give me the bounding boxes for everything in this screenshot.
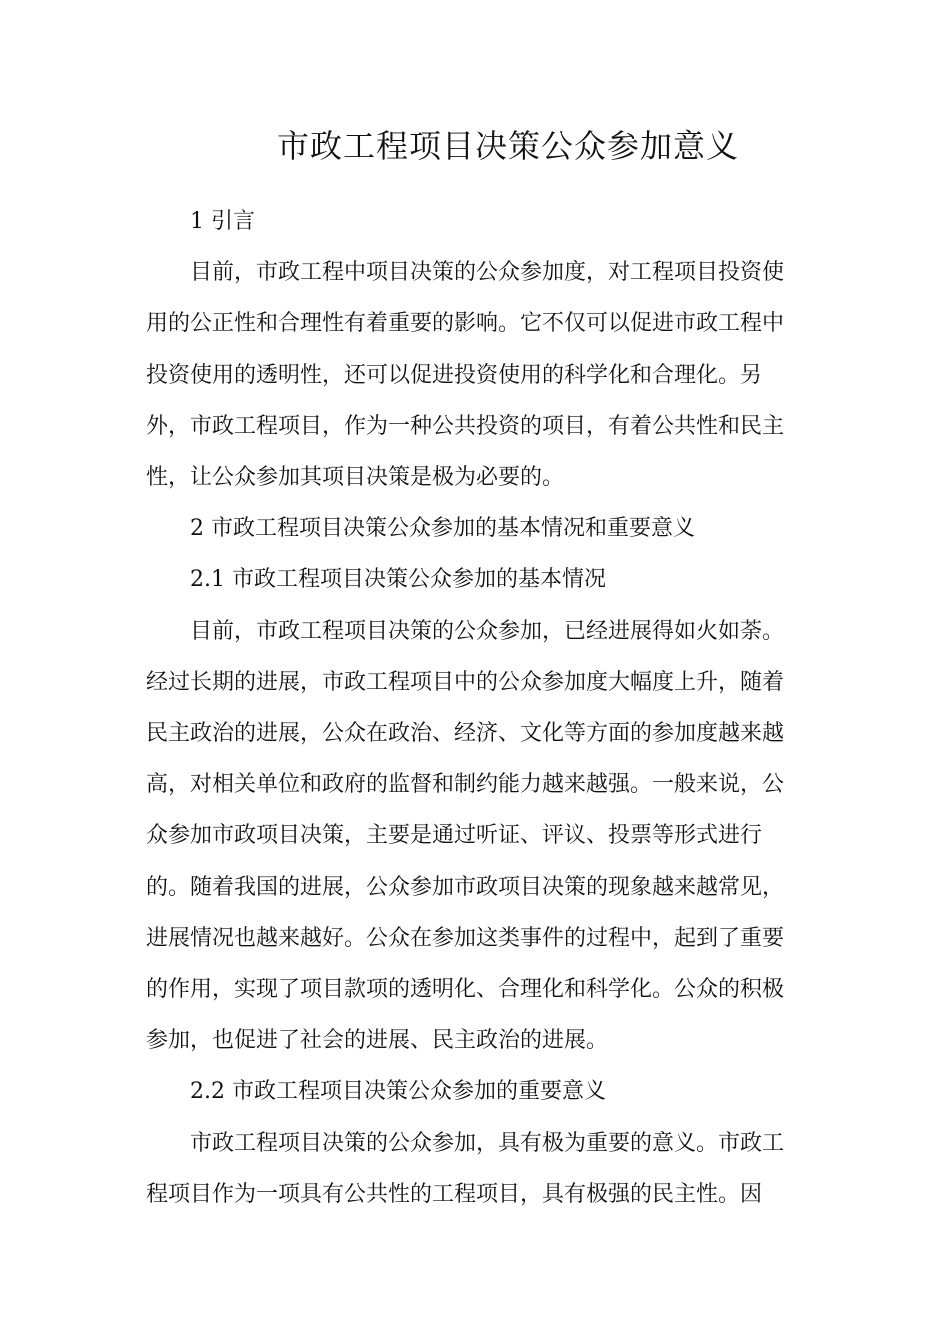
paragraph-line: 经过长期的进展，市政工程项目中的公众参加度大幅度上升，随着 bbox=[146, 669, 785, 695]
paragraph-line: 众参加市政项目决策，主要是通过听证、评议、投票等形式进行 bbox=[146, 823, 763, 849]
paragraph-line: 目前，市政工程项目决策的公众参加，已经进展得如火如荼。 bbox=[190, 618, 785, 644]
paragraph-line: 高，对相关单位和政府的监督和制约能力越来越强。一般来说，公 bbox=[146, 772, 785, 798]
paragraph-line: 性，让公众参加其项目决策是极为必要的。 bbox=[146, 465, 565, 491]
paragraph-line: 用的公正性和合理性有着重要的影响。它不仅可以促进市政工程中 bbox=[146, 311, 785, 337]
document-title: 市政工程项目决策公众参加意义 bbox=[276, 127, 739, 165]
paragraph-line: 民主政治的进展，公众在政治、经济、文化等方面的参加度越来越 bbox=[146, 721, 785, 747]
paragraph-line: 进展情况也越来越好。公众在参加这类事件的过程中，起到了重要 bbox=[146, 925, 785, 951]
paragraph-line: 的作用，实现了项目款项的透明化、合理化和科学化。公众的积极 bbox=[146, 977, 785, 1003]
paragraph-line: 投资使用的透明性，还可以促进投资使用的科学化和合理化。另 bbox=[146, 362, 763, 388]
section-heading-2: 2 市政工程项目决策公众参加的基本情况和重要意义 bbox=[190, 516, 695, 542]
section-heading-2-1: 2.1 市政工程项目决策公众参加的基本情况 bbox=[190, 567, 606, 593]
paragraph-line: 的。随着我国的进展，公众参加市政项目决策的现象越来越常见， bbox=[146, 874, 785, 900]
paragraph-line: 目前，市政工程中项目决策的公众参加度，对工程项目投资使 bbox=[190, 260, 785, 286]
paragraph-line: 程项目作为一项具有公共性的工程项目，具有极强的民主性。因 bbox=[146, 1181, 763, 1207]
paragraph-line: 参加，也促进了社会的进展、民主政治的进展。 bbox=[146, 1028, 609, 1054]
section-heading-2-2: 2.2 市政工程项目决策公众参加的重要意义 bbox=[190, 1079, 606, 1105]
paragraph-line: 外，市政工程项目，作为一种公共投资的项目，有着公共性和民主 bbox=[146, 413, 785, 439]
document-body bbox=[146, 196, 798, 1220]
section-heading-1: 1 引言 bbox=[190, 209, 255, 234]
paragraph-line: 市政工程项目决策的公众参加，具有极为重要的意义。市政工 bbox=[190, 1130, 785, 1156]
